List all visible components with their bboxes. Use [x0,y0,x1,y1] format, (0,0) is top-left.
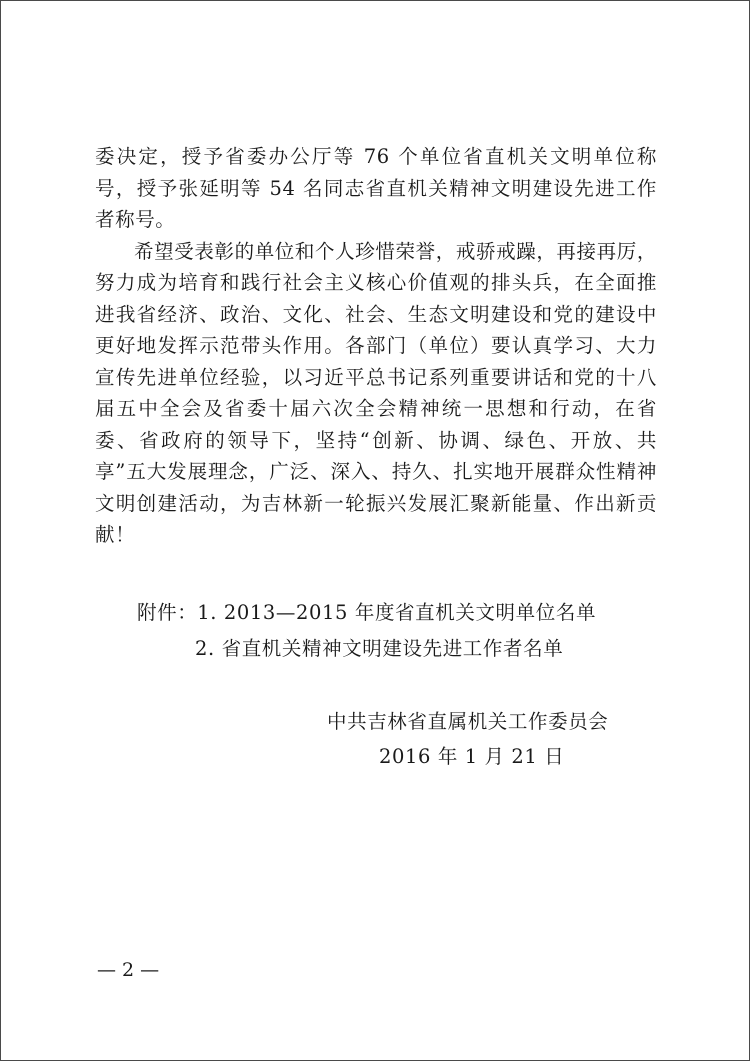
attachment-line-2: 2. 省直机关精神文明建设先进工作者名单 [195,637,564,660]
paragraph-hope: 希望受表彰的单位和个人珍惜荣誉，戒骄戒躁，再接再厉，努力成为培育和践行社会主义核心价值观的排头兵，在全面推进我省经济、政治、文化、社会、生态文明建设和党的建设中更好地发挥示范带头作用。各部门（单位）要认真学习、大力宣传先进单位经验，以习近平总书记系列重要讲话和党的十八届五中全会及省委十届六次全会精神统一思想和行动，在省委、省政府的领导下，坚持“创新、协调、绿色、开放、共享”五大发展理念，广泛、深入、持久、扎实地开展群众性精神文明创建活动，为吉林新一轮振兴发展汇聚新能量、作出新贡献！ [95,239,657,546]
attachments [137,595,596,667]
attachment-line-1: 附件：1. 2013—2015 年度省直机关文明单位名单 [137,601,597,624]
body-text [95,141,657,551]
signature-org: 中共吉林省直属机关工作委员会 [327,710,609,733]
signature-block [327,704,647,774]
signature-date: 2016 年 1 月 21 日 [379,745,565,768]
paragraph-commendation: 委决定，授予省委办公厅等 76 个单位省直机关文明单位称号，授予张延明等 54 名同志省直机关精神文明建设先进工作者称号。 [95,145,657,231]
page-number: — 2 — [97,959,160,981]
